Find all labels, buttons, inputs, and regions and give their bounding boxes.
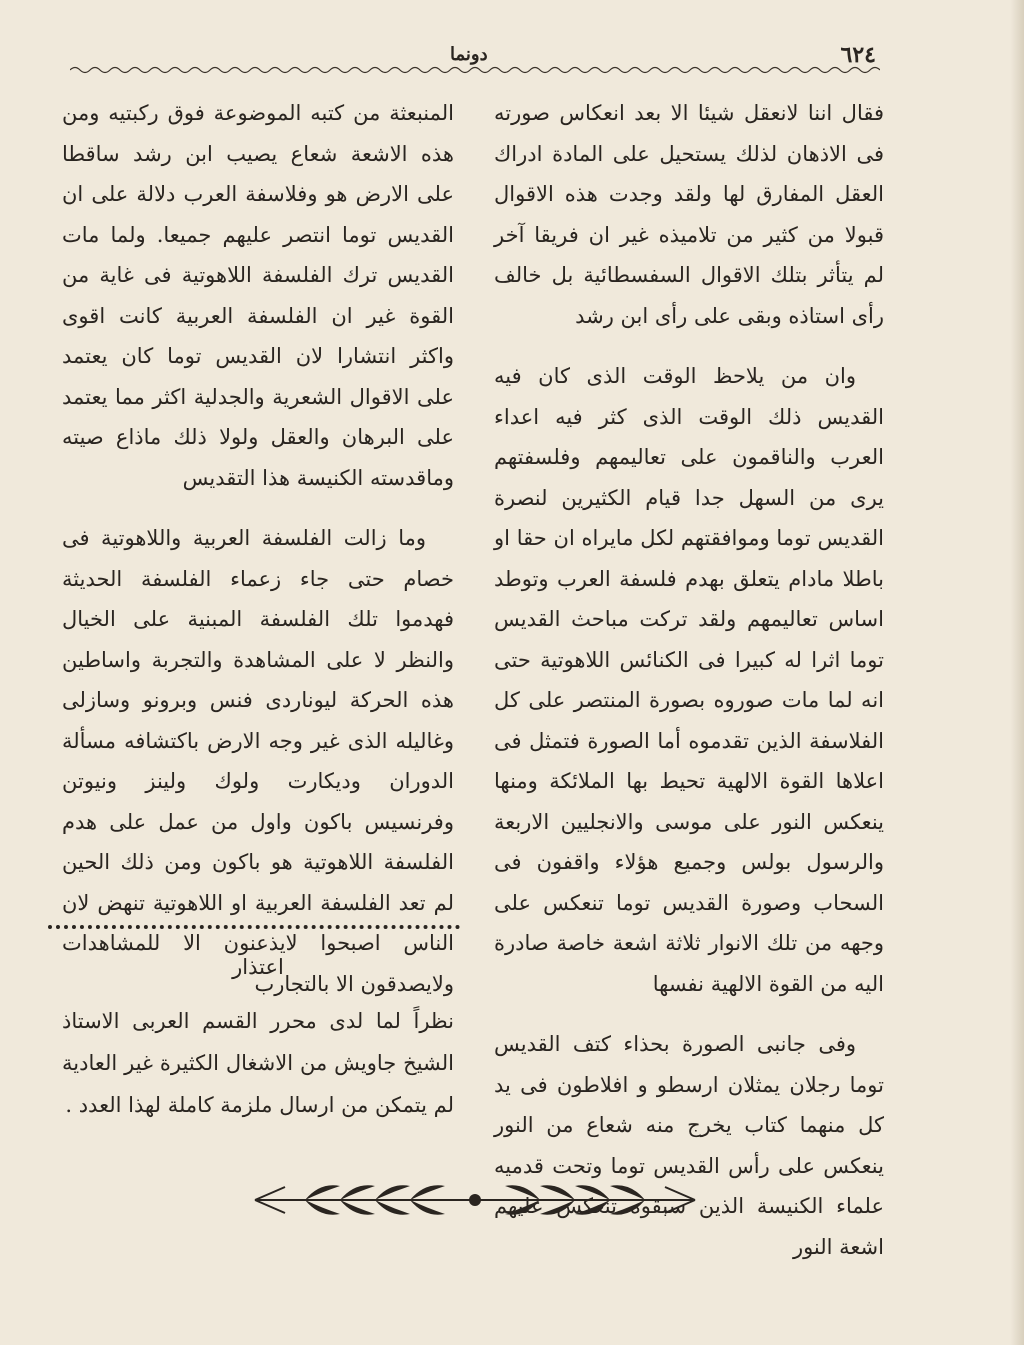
right-column [494,93,884,1267]
wavy-rule-divider [70,64,880,76]
paragraph: وما زالت الفلسفة العربية واللاهوتية فى خصام حتى جاء زعماء الفلسفة الحديثة فهدموا تلك الفلسفة المبنية على الخيال والنظر لا على المشاهدة والتجربة واساطين هذه الحركة ليوناردى فنس وبرونو وسازلى وغاليله الذى غير وجه الارض باكتشافه مسألة الدوران وديكارت ولوك ولينز ونيوتن وفرنسيس باكون واول من عمل على هدم الفلسفة اللاهوتية هو باكون ومن ذلك الحين لم تعد الفلسفة العربية او اللاهوتية تنهض لان الناس اصبحوا لايذعنون الا للمشاهدات ولايصدقون الا بالتجارب [62,526,454,996]
page-number: ٦٢٤ [840,42,876,68]
ornament-icon [245,1175,705,1225]
paragraph: فقال اننا لانعقل شيئا الا بعد انعكاس صورته فى الاذهان لذلك يستحيل على المادة ادراك العقل المفارق لها ولقد وجدت هذه الاقوال قبولا من كثير من تلاميذه غير ان فريقا آخر لم يتأثر بتلك الاقوال السفسطائية بل خالف رأى استاذه وبقى على رأى ابن رشد [494,101,885,328]
paragraph: وان من يلاحظ الوقت الذى كان فيه القديس ذلك الوقت الذى كثر فيه اعداء العرب والناقمون على تعاليمهم وفلسفتهم يرى من السهل جدا قيام الكثيرين لنصرة القديس توما وموافقتهم لكل مايراه ان حقا او باطلا مادام يتعلق بهدم فلسفة العرب وتوطد اساس تعاليمهم ولقد تركت مباحث القديس توما اثرا له كبيرا فى الكنائس اللاهوتية حتى انه لما مات صوروه بصورة المنتصر على كل الفلاسفة الذين تقدموه أما الصورة فتمثل فى اعلاها القوة الالهية تحيط بها الملائكة ومنها ينعكس النور على موسى والانجليين الاربعة والرسول بولس وجميع هؤلاء واقفون فى السحاب وصورة القديس توما تنعكس على وجهه من تلك الانوار ثلاثة اشعة خاصة صادرة اليه من القوة الالهية نفسها [494,364,884,996]
paragraph: المنبعثة من كتبه الموضوعة فوق ركبتيه ومن هذه الاشعة شعاع يصيب ابن رشد ساقطا على الارض هو وفلاسفة العرب دلالة على ان القديس توما انتصر عليهم جميعا. ولما مات القديس ترك الفلسفة اللاهوتية فى غاية من القوة غير ان الفلسفة العربية كانت اقوى واكثر انتشارا لان القديس توما كان يعتمد على الاقوال الشعرية والجدلية اكثر مما يعتمد على البرهان والعقل ولولا ذلك ماذاع صيته وماقدسته الكنيسة هذا التقديس [62,101,454,490]
left-column [62,93,454,1004]
page-edge-shadow [1010,0,1024,1345]
notice-title: اعتذار [232,955,284,979]
notice-body: نظراً لما لدى محرر القسم العربى الاستاذ الشيخ جاويش من الاشغال الكثيرة غير العادية لم يتمكن من ارسال ملزمة كاملة لهذا العدد . [62,1009,454,1117]
running-title: دونما [450,44,488,65]
paragraph: وفى جانبى الصورة بحذاء كتف القديس توما رجلان يمثلان ارسطو و افلاطون فى يد كل منهما كتاب يخرج منه شعاع من النور ينعكس على رأس القديس توما وتحت قدميه علماء الكنيسة الذين سبقوه تنعكس عليهم اشعة النور [494,1032,884,1259]
dotted-rule-divider [48,925,460,929]
